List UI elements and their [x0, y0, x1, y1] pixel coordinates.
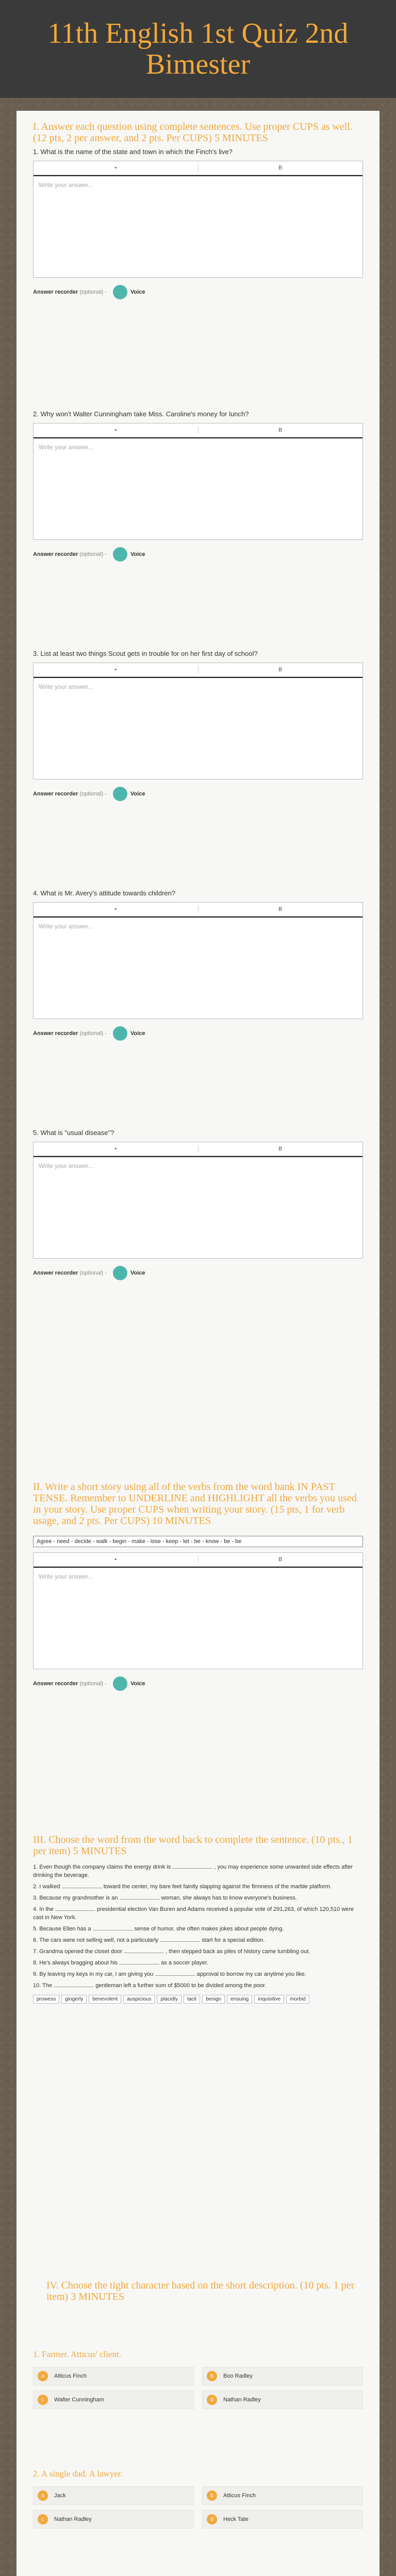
word-chip[interactable]: placidly — [157, 1995, 181, 2004]
word-chip[interactable]: ensuing — [227, 1995, 252, 2004]
fill-in-list — [33, 1863, 363, 1990]
bullet-list-button[interactable]: • — [114, 427, 117, 433]
mcq-option[interactable] — [33, 2391, 194, 2409]
mcq-option[interactable] — [202, 2391, 363, 2409]
fill-in-blank[interactable] — [155, 1975, 195, 1976]
voice-label: Voice — [130, 1030, 145, 1037]
fill-in-item — [33, 1863, 363, 1879]
mcq-option[interactable] — [202, 2486, 363, 2505]
bold-button[interactable]: B — [278, 1556, 283, 1563]
answer-recorder — [33, 787, 363, 801]
open-question — [33, 121, 363, 299]
fill-in-text-after: as a soccer player. — [161, 1960, 208, 1966]
fill-in-item — [33, 1883, 363, 1891]
recorder-label: Answer recorder — [33, 1681, 78, 1687]
fill-in-item — [33, 1936, 363, 1944]
fill-in-text-before: 1. Even though the company claims the energy drink is — [33, 1864, 171, 1870]
answer-editor[interactable] — [33, 1142, 363, 1259]
answer-textarea[interactable]: Write your answer... — [34, 1156, 362, 1258]
mcq-question — [33, 2349, 363, 2409]
fill-in-blank[interactable] — [172, 1868, 212, 1869]
fill-in-text-after: start for a special edition. — [202, 1937, 265, 1943]
question-text: 2. Why won't Walter Cunningham take Miss. Caroline's money for lunch? — [33, 410, 249, 418]
option-letter: c — [38, 2514, 48, 2524]
section-1-instruction: I. Answer each question using complete sentences. Use proper CUPS as well. (12 pts, 2 per answer, and 2 pts. Per CUPS) 5 MINUTES — [33, 121, 353, 144]
fill-in-text-after: , you may experience some unwanted side effects after drinking the beverage. — [33, 1864, 353, 1878]
question-text: 4. What is Mr. Avery's attitude towards children? — [33, 889, 176, 897]
bold-button[interactable]: B — [278, 1146, 283, 1152]
microphone-icon[interactable] — [113, 1676, 127, 1691]
fill-in-text-after: approval to borrow my car anytime you like. — [196, 1971, 306, 1977]
mcq-option[interactable] — [202, 2367, 363, 2385]
fill-in-text-before: 9. By leaving my keys in my car, I am giving you — [33, 1971, 154, 1977]
option-text: Atticus Finch — [54, 2373, 87, 2379]
answer-textarea[interactable]: Write your answer... — [34, 175, 362, 277]
question-text: 1. What is the name of the state and town in which the Finch's live? — [33, 148, 233, 156]
verb-word-bank: Agree - need - decide - walk - begin - make - lose - keep - let - be - know - be - be — [33, 1536, 363, 1547]
bullet-list-button[interactable]: • — [114, 906, 117, 912]
fill-in-text-before: 2. I walked — [33, 1884, 60, 1890]
option-text: Nathan Radley — [54, 2516, 92, 2522]
answer-textarea[interactable]: Write your answer... — [34, 677, 362, 779]
fill-in-text-after: presidential election Van Buren and Adams received a popular vote of 291,263, of which 120,510 were cast in New York. — [33, 1906, 354, 1921]
fill-in-item — [33, 1959, 363, 1967]
fill-in-blank[interactable] — [55, 1910, 95, 1911]
answer-textarea[interactable]: Write your answer... — [34, 437, 362, 539]
word-chip[interactable]: inquisitive — [254, 1995, 284, 2004]
word-chips — [33, 1995, 322, 2004]
recorder-label: Answer recorder — [33, 1270, 78, 1276]
word-chip[interactable]: benign — [202, 1995, 225, 2004]
story-question — [33, 1481, 363, 1691]
open-question — [33, 647, 363, 801]
answer-editor[interactable] — [33, 902, 363, 1019]
voice-label: Voice — [130, 551, 145, 557]
fill-in-text-after: , then stepped back as piles of history came tumbling out. — [166, 1948, 310, 1955]
bullet-list-button[interactable]: • — [114, 165, 117, 171]
fill-in-item — [33, 1947, 363, 1956]
bold-button[interactable]: B — [278, 427, 283, 433]
answer-recorder — [33, 1026, 363, 1041]
mcq-title: 1. Farmer. Atticus' client. — [33, 2349, 122, 2359]
bold-button[interactable]: B — [278, 906, 283, 912]
answer-textarea[interactable]: Write your answer... — [34, 1567, 362, 1669]
editor-toolbar — [34, 1142, 362, 1156]
editor-toolbar — [34, 663, 362, 677]
option-letter: c — [38, 2395, 48, 2405]
answer-recorder — [33, 547, 363, 562]
answer-editor[interactable] — [33, 161, 363, 278]
microphone-icon[interactable] — [113, 787, 127, 801]
mcq-question — [33, 2469, 363, 2529]
option-text: Walter Cunningham — [54, 2397, 104, 2403]
voice-label: Voice — [130, 289, 145, 295]
option-text: Heck Tate — [223, 2516, 249, 2522]
bullet-list-button[interactable]: • — [114, 1146, 117, 1152]
bullet-list-button[interactable]: • — [114, 667, 117, 673]
microphone-icon[interactable] — [113, 1266, 127, 1280]
word-chip[interactable]: gingerly — [61, 1995, 87, 2004]
editor-toolbar — [34, 1553, 362, 1567]
fill-in-text-before: 3. Because my grandmother is an — [33, 1895, 118, 1901]
answer-editor[interactable] — [33, 1552, 363, 1669]
bold-button[interactable]: B — [278, 667, 283, 673]
fill-in-section — [33, 1834, 363, 2004]
fill-in-item — [33, 1970, 363, 1978]
option-letter: b — [207, 2371, 217, 2381]
fill-in-text-before: 8. He's always bragging about his — [33, 1960, 118, 1966]
voice-label: Voice — [130, 1681, 145, 1687]
fill-in-text-before: 4. In the — [33, 1906, 54, 1912]
answer-editor[interactable] — [33, 663, 363, 779]
recorder-label: Answer recorder — [33, 551, 78, 557]
recorder-label: Answer recorder — [33, 289, 78, 295]
word-chip[interactable]: auspicious — [123, 1995, 155, 2004]
recorder-optional-label: (optional) - — [79, 1270, 107, 1276]
microphone-icon[interactable] — [113, 285, 127, 299]
answer-editor[interactable] — [33, 423, 363, 540]
recorder-label: Answer recorder — [33, 1030, 78, 1037]
fill-in-text-before: 5. Because Ellen has a — [33, 1926, 91, 1932]
question-text: 5. What is "usual disease"? — [33, 1129, 114, 1137]
recorder-optional-label: (optional) - — [79, 1030, 107, 1037]
fill-in-text-after: sense of humor, she often makes jokes about people dying. — [134, 1926, 284, 1932]
word-chip[interactable]: benevolent — [89, 1995, 121, 2004]
answer-recorder — [33, 1676, 363, 1691]
option-letter: d — [207, 2514, 217, 2524]
option-text: Nathan Radley — [223, 2397, 261, 2403]
bold-button[interactable]: B — [278, 165, 283, 171]
fill-in-item — [33, 1981, 363, 1990]
mcq-options — [33, 2367, 363, 2409]
editor-toolbar — [34, 423, 362, 437]
fill-in-blank[interactable] — [120, 1899, 160, 1900]
option-letter: d — [207, 2395, 217, 2405]
mcq-options — [33, 2486, 363, 2529]
editor-toolbar — [34, 903, 362, 917]
open-question — [33, 1126, 363, 1280]
voice-label: Voice — [130, 791, 145, 797]
fill-in-item — [33, 1905, 363, 1922]
mcq-option[interactable] — [33, 2486, 194, 2505]
option-text: Jack — [54, 2493, 66, 2499]
voice-label: Voice — [130, 1270, 145, 1276]
answer-recorder — [33, 1266, 363, 1280]
editor-toolbar — [34, 161, 362, 175]
section-2-instruction: II. Write a short story using all of the verbs from the word bank IN PAST TENSE. Remember to UNDERLINE and HIGHLIGHT all the verbs you used in your story. Use proper CUPS when writing your story. (15 pts, 1 for verb usage, and 2 pts. Per CUPS) 10 MINUTES — [33, 1481, 357, 1527]
fill-in-blank[interactable] — [160, 1941, 200, 1942]
answer-textarea[interactable]: Write your answer... — [34, 917, 362, 1019]
microphone-icon[interactable] — [113, 547, 127, 562]
recorder-optional-label: (optional) - — [79, 791, 107, 797]
question-text: 3. List at least two things Scout gets in trouble for on her first day of school? — [33, 650, 258, 657]
mcq-option[interactable] — [202, 2510, 363, 2529]
mcq-option[interactable] — [33, 2510, 194, 2529]
section-4-instruction: IV. Choose the tight character based on the short description. (10 pts. 1 per item) 3 MINUTES — [46, 2280, 355, 2302]
recorder-optional-label: (optional) - — [79, 289, 107, 295]
recorder-label: Answer recorder — [33, 791, 78, 797]
fill-in-text-after: woman, she always has to know everyone's business. — [161, 1895, 297, 1901]
word-chip[interactable]: prowess — [33, 1995, 59, 2004]
fill-in-item — [33, 1925, 363, 1933]
fill-in-text-before: 7. Grandma opened the closet door — [33, 1948, 123, 1955]
mcq-title: 2. A single dad. A lawyer. — [33, 2469, 123, 2479]
mcq-section-header — [46, 2280, 356, 2302]
option-text: Boo Radley — [223, 2373, 253, 2379]
fill-in-text-before: 6. The cars were not selling well, not a particularly — [33, 1937, 159, 1943]
word-chip[interactable]: tacit — [184, 1995, 200, 2004]
option-letter: a — [38, 2490, 48, 2501]
fill-in-text-after: toward the center, my bare feet faintly slapping against the firmness of the marble platform. — [103, 1884, 332, 1890]
mcq-option[interactable] — [33, 2367, 194, 2385]
fill-in-item — [33, 1894, 363, 1902]
open-question — [33, 407, 363, 562]
quiz-header — [0, 0, 396, 98]
section-3-instruction: III. Choose the word from the word back to complete the sentence. (10 pts., 1 per item) 5 MINUTES — [33, 1834, 353, 1857]
recorder-optional-label: (optional) - — [79, 551, 107, 557]
fill-in-text-before: 10. The — [33, 1982, 53, 1989]
option-letter: a — [38, 2371, 48, 2381]
word-chip[interactable]: morbid — [286, 1995, 309, 2004]
bullet-list-button[interactable]: • — [114, 1556, 117, 1563]
quiz-title: 11th English 1st Quiz 2nd Bimester — [47, 18, 349, 80]
option-letter: b — [207, 2490, 217, 2501]
option-text: Atticus Finch — [223, 2493, 256, 2499]
fill-in-text-after: gentleman left a further sum of $5000 to be divided among the poor. — [95, 1982, 267, 1989]
recorder-optional-label: (optional) - — [79, 1681, 107, 1687]
open-question — [33, 886, 363, 1041]
microphone-icon[interactable] — [113, 1026, 127, 1041]
answer-recorder — [33, 285, 363, 299]
